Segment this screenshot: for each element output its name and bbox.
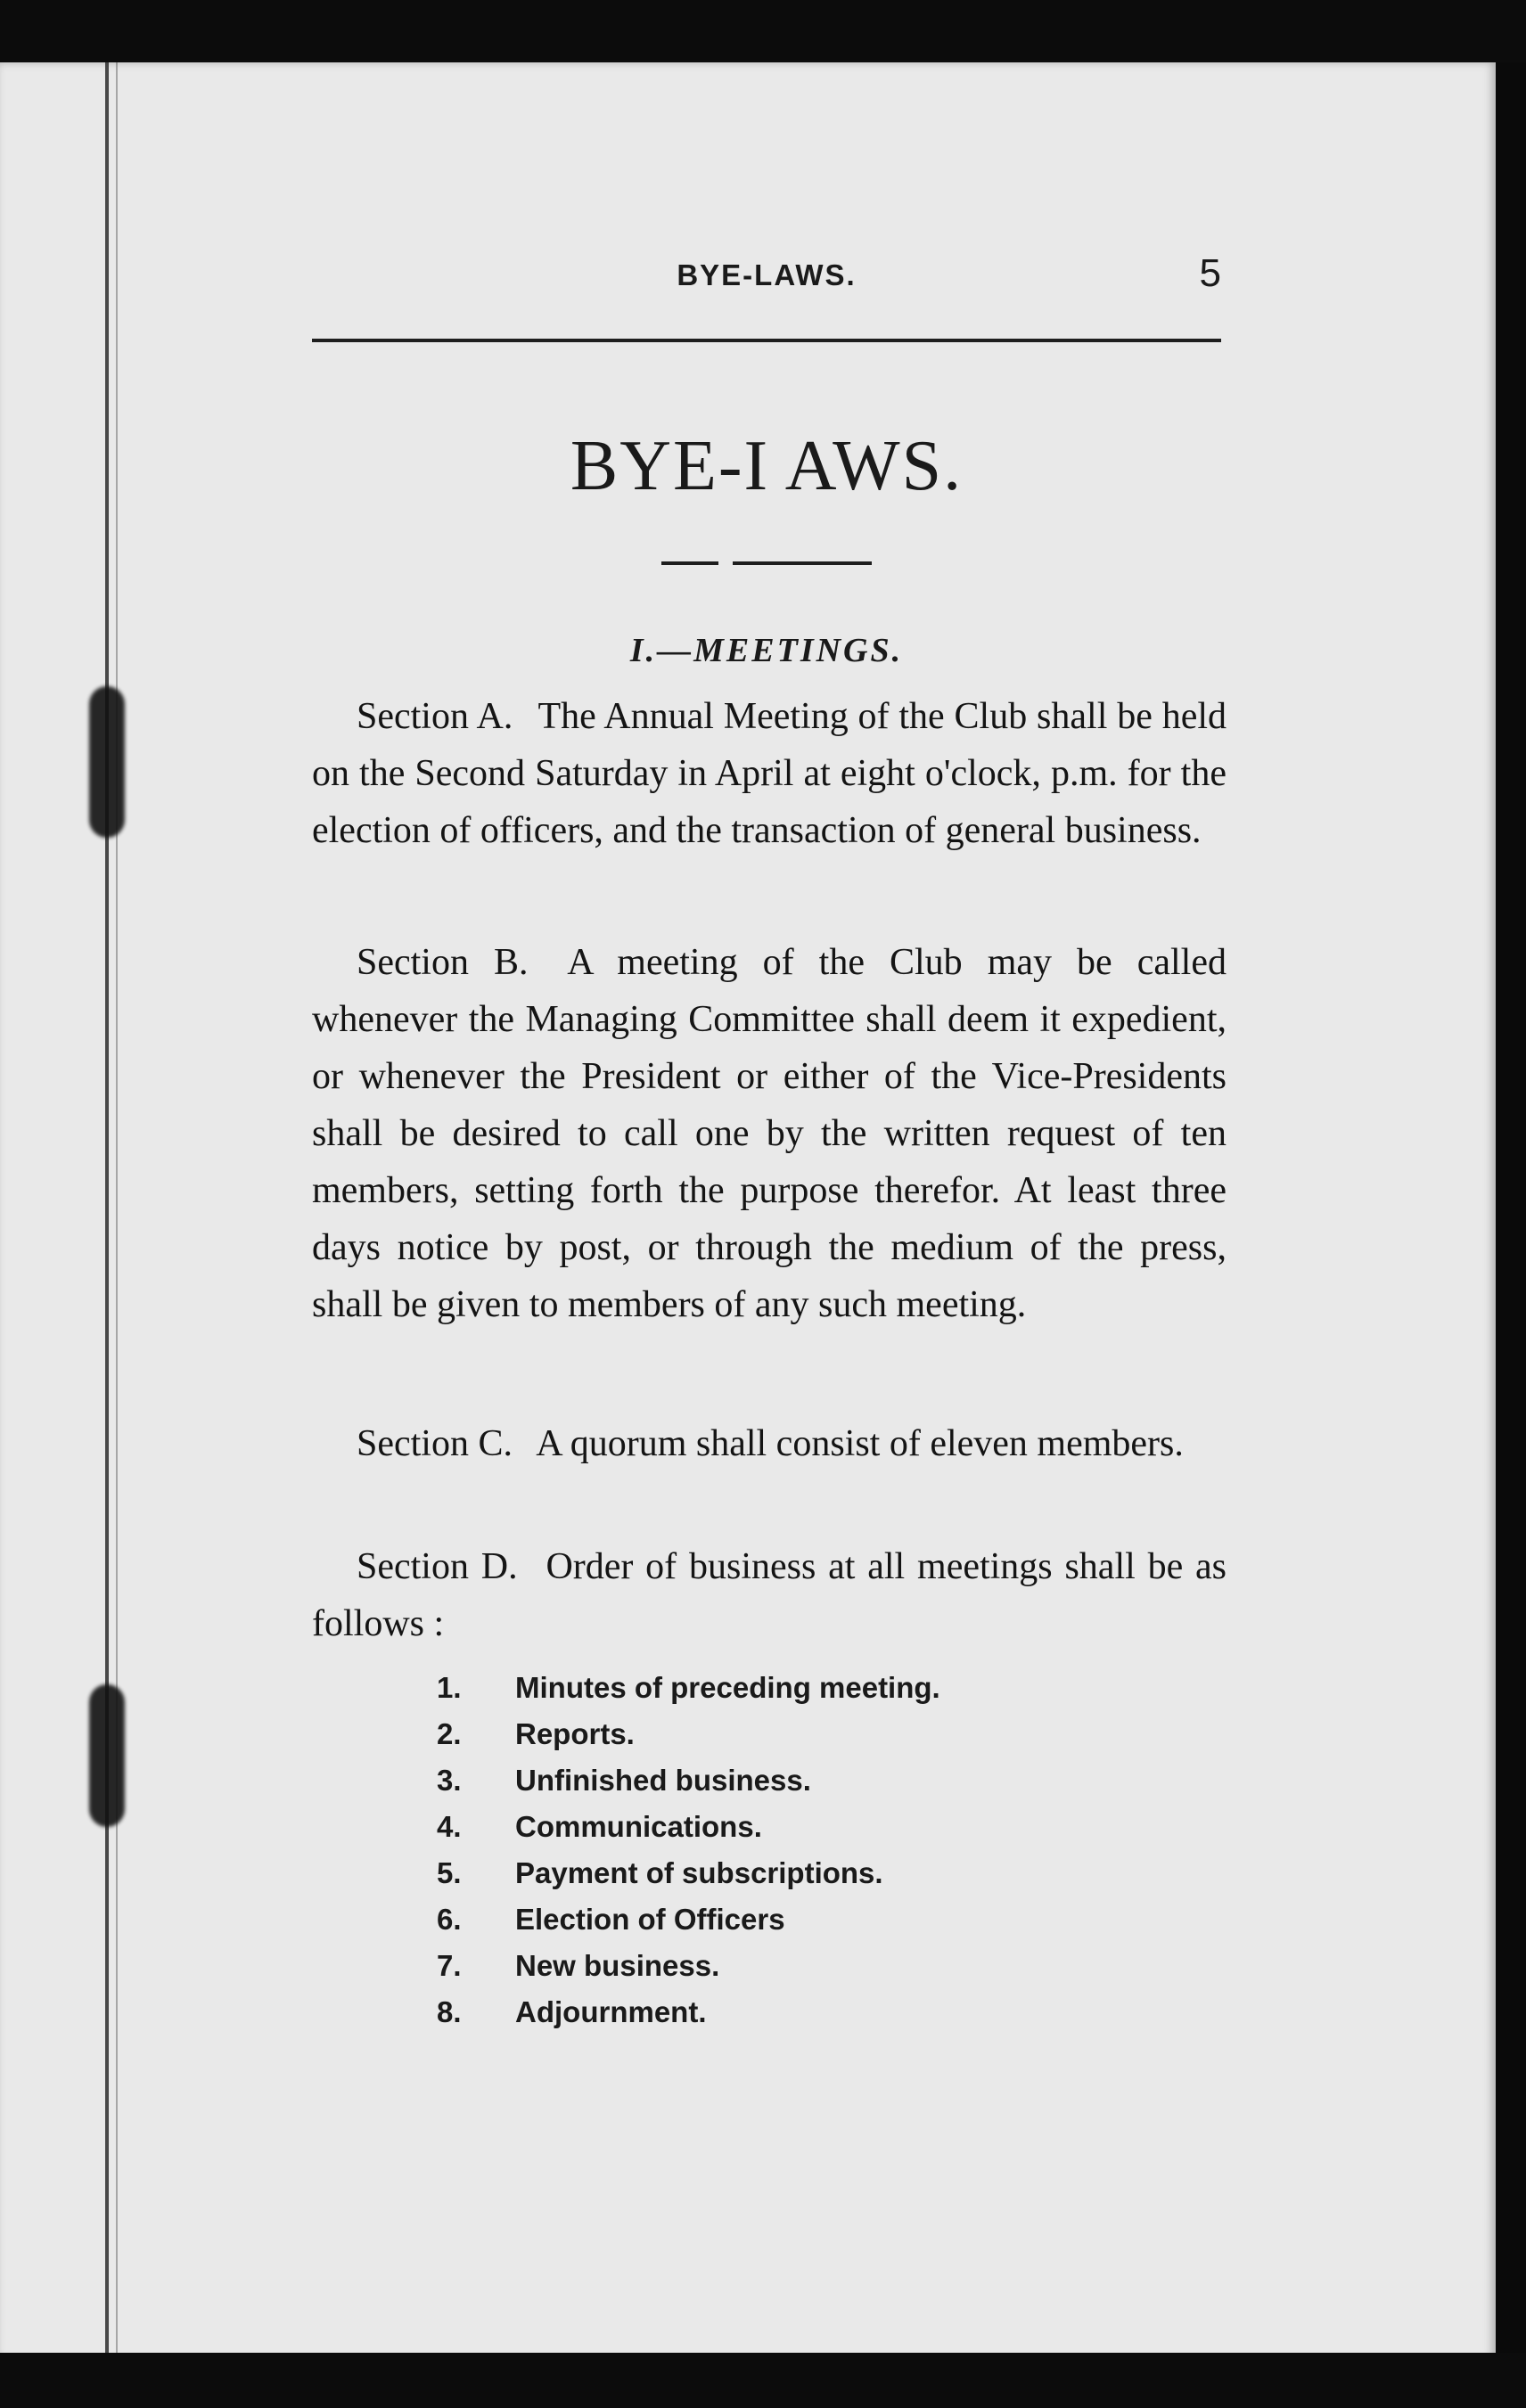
list-item-number: 5. [437, 1856, 462, 1889]
section-c-paragraph [312, 1415, 1227, 1472]
list-item [437, 1850, 940, 1896]
list-item-text: Adjournment. [515, 1995, 707, 2028]
section-label: Section A. [357, 696, 513, 737]
binding-mark [89, 686, 125, 838]
scan-right-border [1496, 62, 1526, 2360]
list-item-text: Payment of subscriptions. [515, 1856, 883, 1889]
scan-bottom-border [0, 2353, 1526, 2408]
list-item-text: New business. [515, 1949, 720, 1982]
page-gutter-line [105, 62, 109, 2360]
scan-top-border [0, 0, 1526, 71]
section-d-paragraph [312, 1538, 1227, 1652]
list-item-text: Reports. [515, 1717, 635, 1750]
section-text: The Annual Meeting of the Club shall be held on the Second Saturday in April at eight o'clock, p.m. for the election of officers, and the transaction of general business. [312, 696, 1227, 851]
title-ornament-rule [661, 561, 718, 565]
binding-mark [89, 1684, 125, 1827]
list-item [437, 1757, 940, 1804]
list-item-number: 2. [437, 1717, 462, 1750]
section-text: Order of business at all meetings shall be as follows : [312, 1546, 1227, 1644]
list-item-text: Election of Officers [515, 1903, 785, 1936]
list-item-number: 7. [437, 1949, 462, 1982]
section-label: Section B. [357, 942, 529, 983]
section-a-paragraph [312, 688, 1227, 859]
list-item-number: 6. [437, 1903, 462, 1936]
header-rule [312, 339, 1221, 342]
page-number: 5 [1199, 251, 1221, 295]
list-item-number: 1. [437, 1671, 462, 1704]
order-of-business-list [437, 1665, 940, 2035]
list-item-text: Minutes of preceding meeting. [515, 1671, 940, 1704]
page-gutter-line-faint [116, 62, 118, 2360]
page-title: BYE-I AWS. [570, 427, 964, 505]
list-item-text: Unfinished business. [515, 1764, 811, 1797]
list-item-text: Communications. [515, 1810, 762, 1843]
section-label: Section D. [357, 1546, 518, 1587]
list-item [437, 1989, 940, 2035]
section-text: A meeting of the Club may be called whenever the Managing Committee shall deem it expedient, or whenever the President or either of the Vice-Presidents shall be desired to call one by the written request of ten members, setting forth the purpose therefor. At least three days notice by post, or through the medium of the press, shall be given to members of any such meeting. [312, 942, 1227, 1325]
list-item [437, 1665, 940, 1711]
list-item [437, 1711, 940, 1757]
running-head [312, 251, 1221, 305]
section-label: Section C. [357, 1423, 513, 1464]
title-ornament-rule [733, 561, 872, 565]
list-item-number: 4. [437, 1810, 462, 1843]
list-item-number: 3. [437, 1764, 462, 1797]
section-text: A quorum shall consist of eleven members. [536, 1423, 1184, 1464]
list-item-number: 8. [437, 1995, 462, 2028]
running-head-title: BYE-LAWS. [677, 258, 857, 291]
section-heading: I.—MEETINGS. [629, 632, 904, 669]
list-item [437, 1943, 940, 1989]
list-item [437, 1804, 940, 1850]
section-b-paragraph [312, 934, 1227, 1333]
list-item [437, 1896, 940, 1943]
